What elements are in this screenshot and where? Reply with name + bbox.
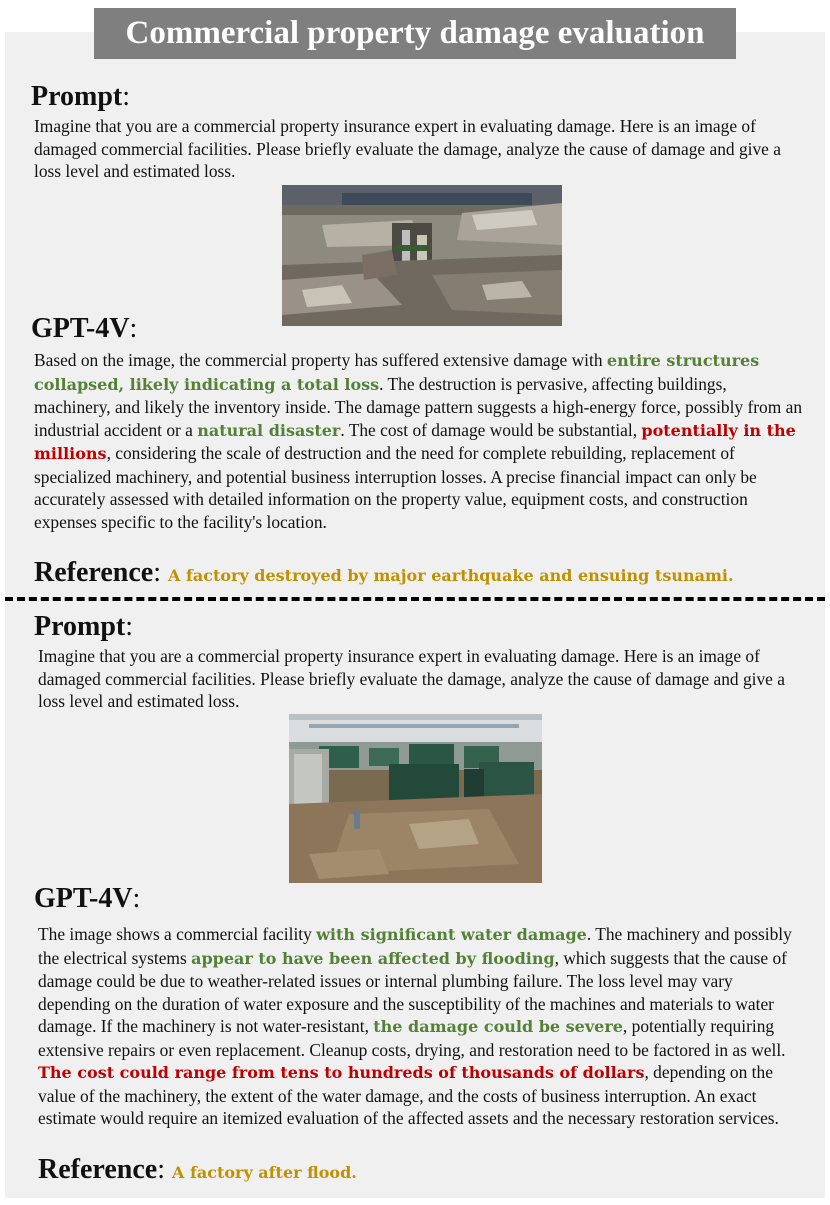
flooded-factory-image: [289, 714, 542, 883]
page-title: Commercial property damage evaluation: [94, 8, 736, 59]
highlight-millions: potentially in the millions: [34, 420, 796, 463]
gpt-heading-2: GPT-4V:: [34, 883, 141, 914]
highlight-flooding: appear to have been affected by flooding: [191, 948, 555, 968]
highlight-cost-range: The cost could range from tens to hundreds of thousands of dollars: [38, 1063, 645, 1082]
prompt-heading-2: Prompt:: [34, 611, 134, 642]
reference-line-2: Reference: A factory after flood.: [38, 1154, 357, 1185]
reference-text-2: A factory after flood.: [171, 1163, 357, 1182]
prompt-heading-1: Prompt:: [31, 81, 131, 112]
highlight-water-damage: with significant water damage: [316, 925, 587, 944]
highlight-natural-disaster: natural disaster: [197, 420, 341, 440]
highlight-total-loss: entire structures collapsed, likely indicating a total loss: [34, 351, 760, 394]
highlight-severe: the damage could be severe: [373, 1017, 623, 1036]
reference-line-1: Reference: A factory destroyed by major earthquake and ensuing tsunami.: [34, 557, 734, 588]
prompt-text-1: Imagine that you are a commercial property insurance expert in evaluating damage. Here is an image of damaged commercial facilities. Please briefly evaluate the damage, analyze the cause of damage and give a loss level and estimated loss.: [34, 116, 781, 181]
gpt-response-1: Based on the image, the commercial property has suffered extensive damage with entire structures collapsed, likely indicating a total loss. The destruction is pervasive, affecting buildings, machinery, and likely the inventory inside. The damage pattern suggests a high-energy force, possibly from an industrial accident or a natural disaster. The cost of damage would be substantial, potentially in the millions, considering the scale of destruction and the need for complete rebuilding, replacement of specialized machinery, and potential business interruption losses. A precise financial impact can only be accurately assessed with detailed information on the property value, equipment costs, and construction expenses specific to the facility's location.: [34, 350, 803, 532]
gpt-heading-1: GPT-4V:: [31, 313, 138, 344]
gpt-response-2: The image shows a commercial facility with significant water damage. The machinery and possibly the electrical systems appear to have been affected by flooding, which suggests that the cause of damage could be due to weather-related issues or internal plumbing failure. The loss level may vary depending on the duration of water exposure and the susceptibility of the machines and materials to water damage. If the machinery is not water-resistant, the damage could be severe, potentially requiring extensive repairs or even replacement. Cleanup costs, drying, and restoration need to be factored in as well. The cost could range from tens to hundreds of thousands of dollars, depending on the value of the machinery, the extent of the water damage, and the costs of business interruption. An exact estimate would require an itemized evaluation of the affected assets and the necessary restoration services.: [38, 924, 792, 1128]
section-divider: [5, 597, 825, 601]
damaged-factory-image: [282, 185, 562, 326]
prompt-text-2: Imagine that you are a commercial property insurance expert in evaluating damage. Here is an image of damaged commercial facilities. Please briefly evaluate the damage, analyze the cause of damage and give a loss level and estimated loss.: [38, 646, 785, 711]
reference-text-1: A factory destroyed by major earthquake and ensuing tsunami.: [167, 566, 734, 585]
